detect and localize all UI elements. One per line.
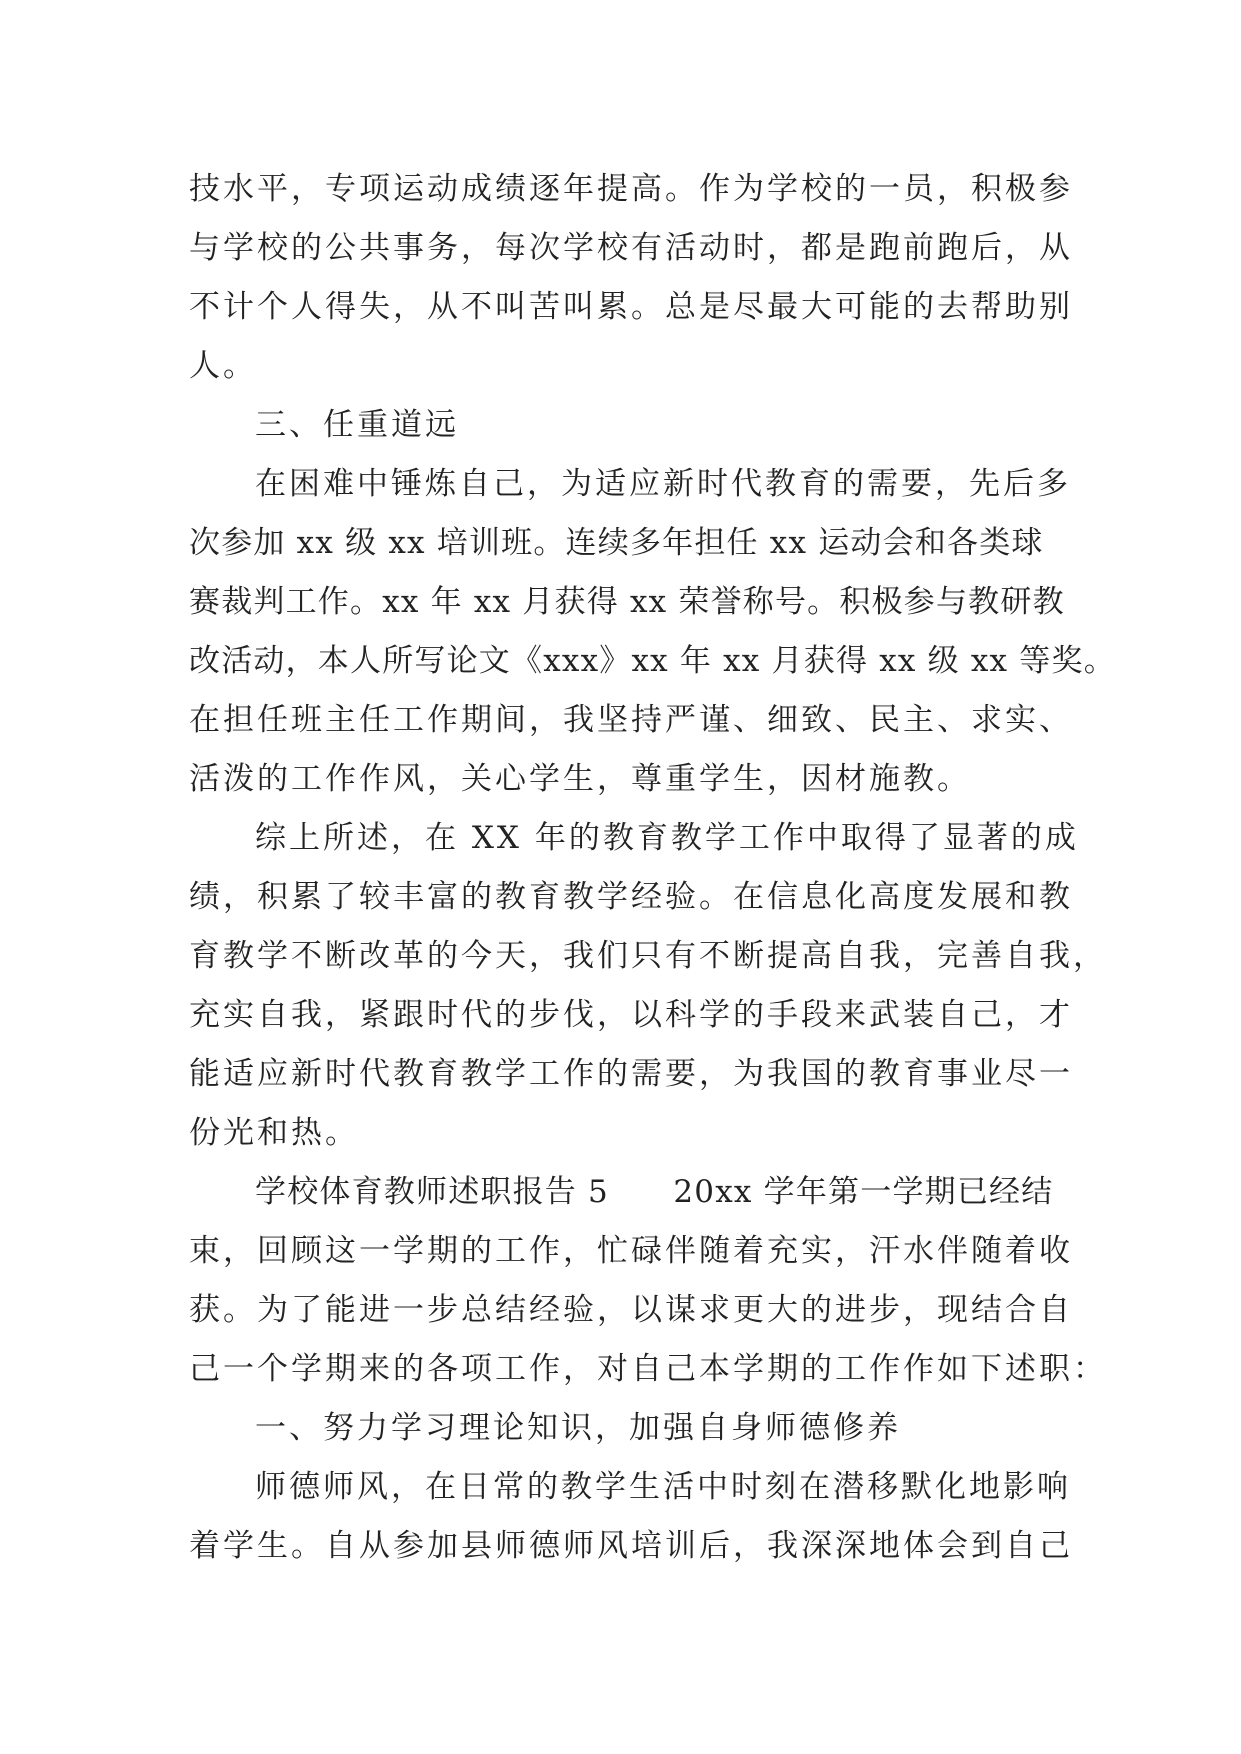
text-line: 不计个人得失，从不叫苦叫累。总是尽最大可能的去帮助别 <box>189 289 1073 325</box>
text-line: 改活动，本人所写论文《xxx》xx 年 xx 月获得 xx 级 xx 等奖。 <box>189 643 1116 679</box>
report-title-line: 学校体育教师述职报告 5 20xx 学年第一学期已经结 <box>255 1174 1054 1210</box>
text-line: 在担任班主任工作期间，我坚持严谨、细致、民主、求实、 <box>189 702 1073 738</box>
text-line: 能适应新时代教育教学工作的需要，为我国的教育事业尽一 <box>189 1056 1073 1092</box>
text-line: 着学生。自从参加县师德师风培训后，我深深地体会到自己 <box>189 1528 1073 1564</box>
text-line: 育教学不断改革的今天，我们只有不断提高自我，完善自我， <box>189 938 1107 974</box>
document-body <box>189 160 1116 1576</box>
text-line: 束，回顾这一学期的工作，忙碌伴随着充实，汗水伴随着收 <box>189 1233 1073 1269</box>
text-line: 份光和热。 <box>189 1115 359 1151</box>
text-line: 师德师风，在日常的教学生活中时刻在潜移默化地影响 <box>255 1469 1071 1505</box>
text-line: 充实自我，紧跟时代的步伐，以科学的手段来武装自己，才 <box>189 997 1073 1033</box>
text-line: 活泼的工作作风，关心学生，尊重学生，因材施教。 <box>189 761 971 797</box>
text-line: 在困难中锤炼自己，为适应新时代教育的需要，先后多 <box>255 466 1071 502</box>
text-line: 次参加 xx 级 xx 培训班。连续多年担任 xx 运动会和各类球 <box>189 525 1044 561</box>
text-line: 绩，积累了较丰富的教育教学经验。在信息化高度发展和教 <box>189 879 1073 915</box>
text-line: 与学校的公共事务，每次学校有活动时，都是跑前跑后，从 <box>189 230 1073 266</box>
text-line: 己一个学期来的各项工作，对自己本学期的工作作如下述职： <box>189 1351 1107 1387</box>
text-line: 人。 <box>189 348 257 384</box>
section-heading: 三、任重道远 <box>255 407 459 443</box>
text-line: 获。为了能进一步总结经验，以谋求更大的进步，现结合自 <box>189 1292 1073 1328</box>
text-line: 综上所述，在 XX 年的教育教学工作中取得了显著的成 <box>255 820 1079 856</box>
section-heading: 一、努力学习理论知识，加强自身师德修养 <box>255 1410 901 1446</box>
text-line: 赛裁判工作。xx 年 xx 月获得 xx 荣誉称号。积极参与教研教 <box>189 584 1065 620</box>
text-line: 技水平，专项运动成绩逐年提高。作为学校的一员，积极参 <box>189 171 1073 207</box>
